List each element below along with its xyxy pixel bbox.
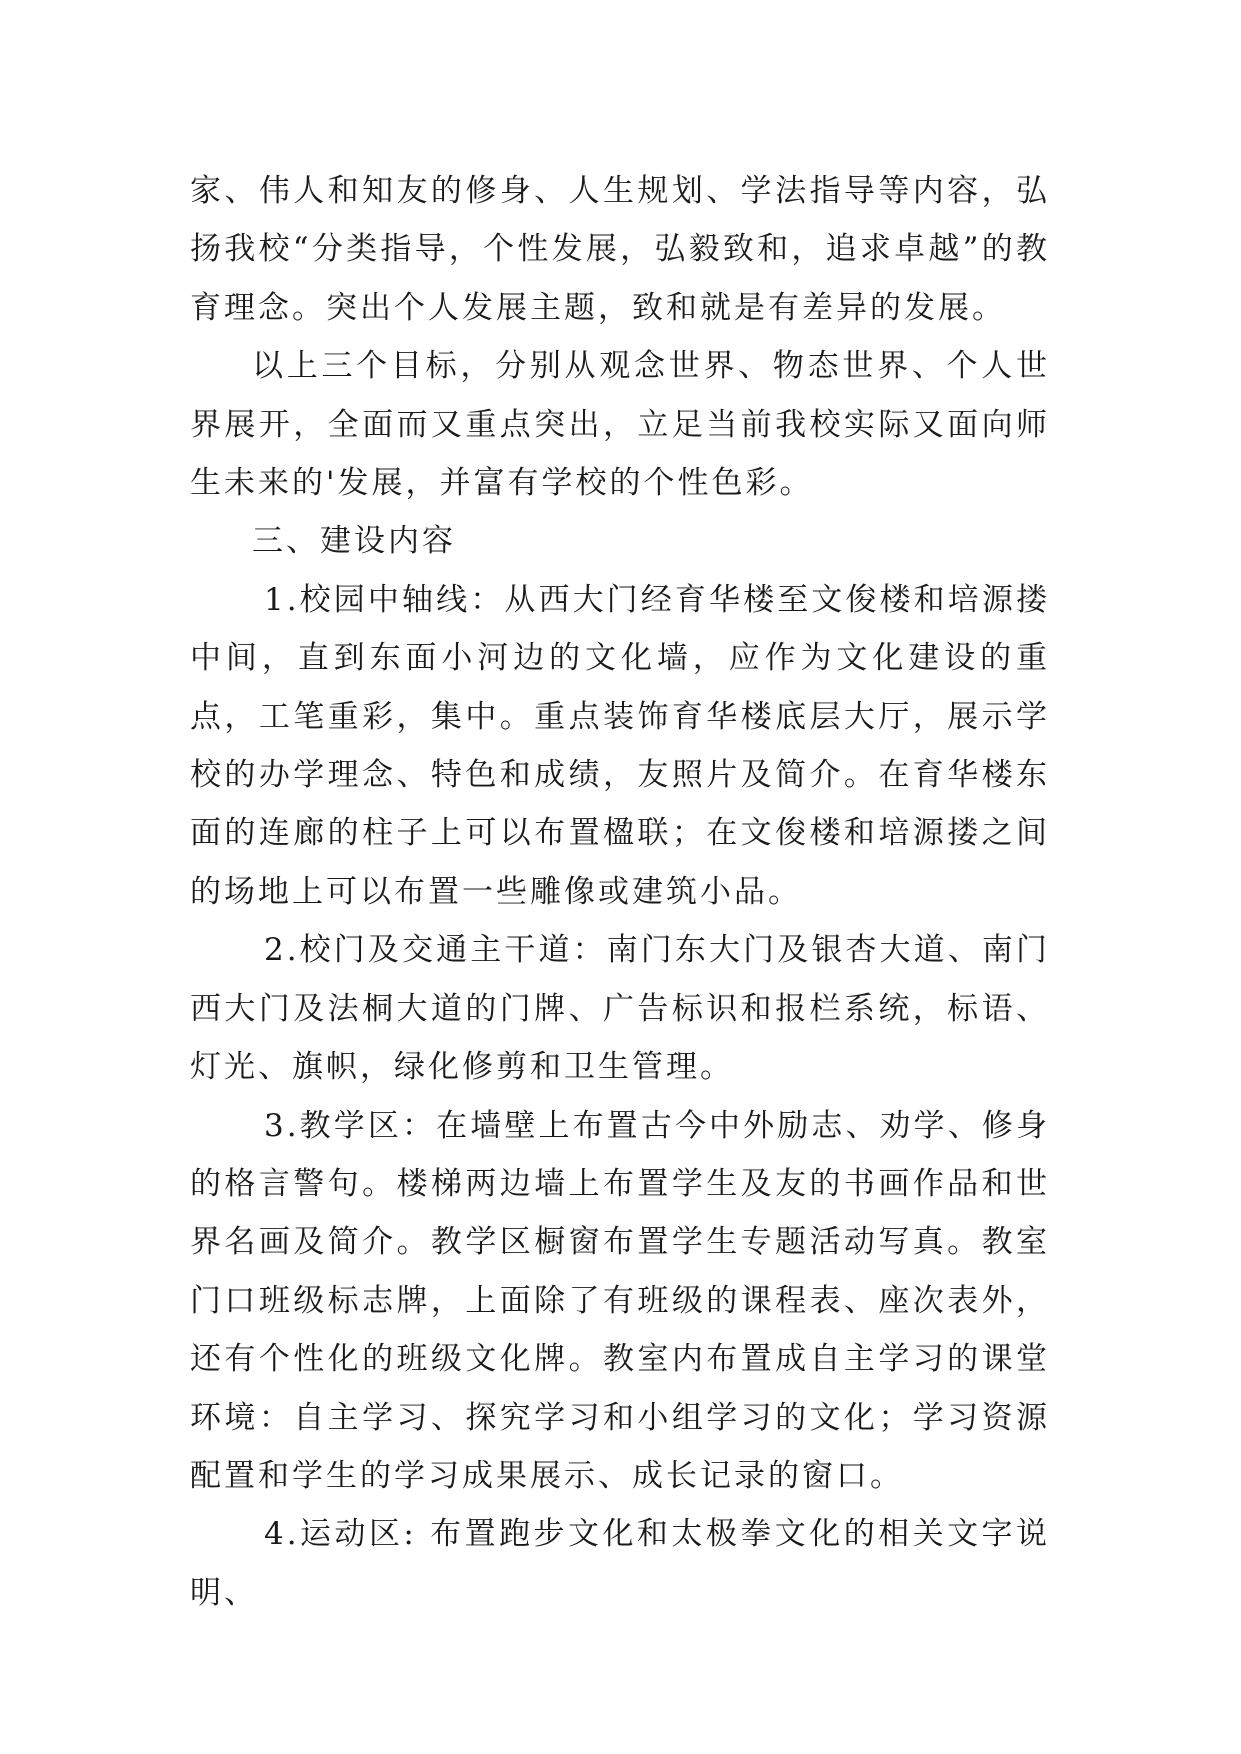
paragraph-item-3: 3.教学区：在墙壁上布置古今中外励志、劝学、修身的格言警句。楼梯两边墙上布置学生及友的书画作品和世界名画及简介。教学区橱窗布置学生专题活动写真。教室门口班级标志牌，上面除了有班级的课程表、座次表外，还有个性化的班级文化牌。教室内布置成自主学习的课堂环境：自主学习、探究学习和小组学习的文化；学习资源配置和学生的学习成果展示、成长记录的窗口。 [190,1107,1050,1494]
section-heading: 三、建设内容 [252,523,456,560]
paragraph-item-2: 2.校门及交通主干道：南门东大门及银杏大道、南门西大门及法桐大道的门牌、广告标识和报栏系统，标语、灯光、旗帜，绿化修剪和卫生管理。 [190,932,1050,1086]
paragraph-item-1: 1.校园中轴线：从西大门经育华楼至文俊楼和培源搂中间，直到东面小河边的文化墙，应作为文化建设的重点，工笔重彩，集中。重点装饰育华楼底层大厅，展示学校的办学理念、特色和成绩，友照片及简介。在育华楼东面的连廊的柱子上可以布置楹联；在文俊楼和培源搂之间的场地上可以布置一些雕像或建筑小品。 [190,581,1050,910]
paragraph-item-4: 4.运动区: 布置跑步文化和太极拳文化的相关文字说明、 [190,1516,1050,1611]
document-body [190,162,1050,1622]
paragraph-continuation: 家、伟人和知友的修身、人生规划、学法指导等内容，弘扬我校“分类指导，个性发展，弘毅致和，追求卓越”的教育理念。突出个人发展主题，致和就是有差异的发展。 [190,173,1050,326]
paragraph-summary: 以上三个目标，分别从观念世界、物态世界、个人世界展开，全面而又重点突出，立足当前我校实际又面向师生未来的'发展，并富有学校的个性色彩。 [190,348,1050,502]
